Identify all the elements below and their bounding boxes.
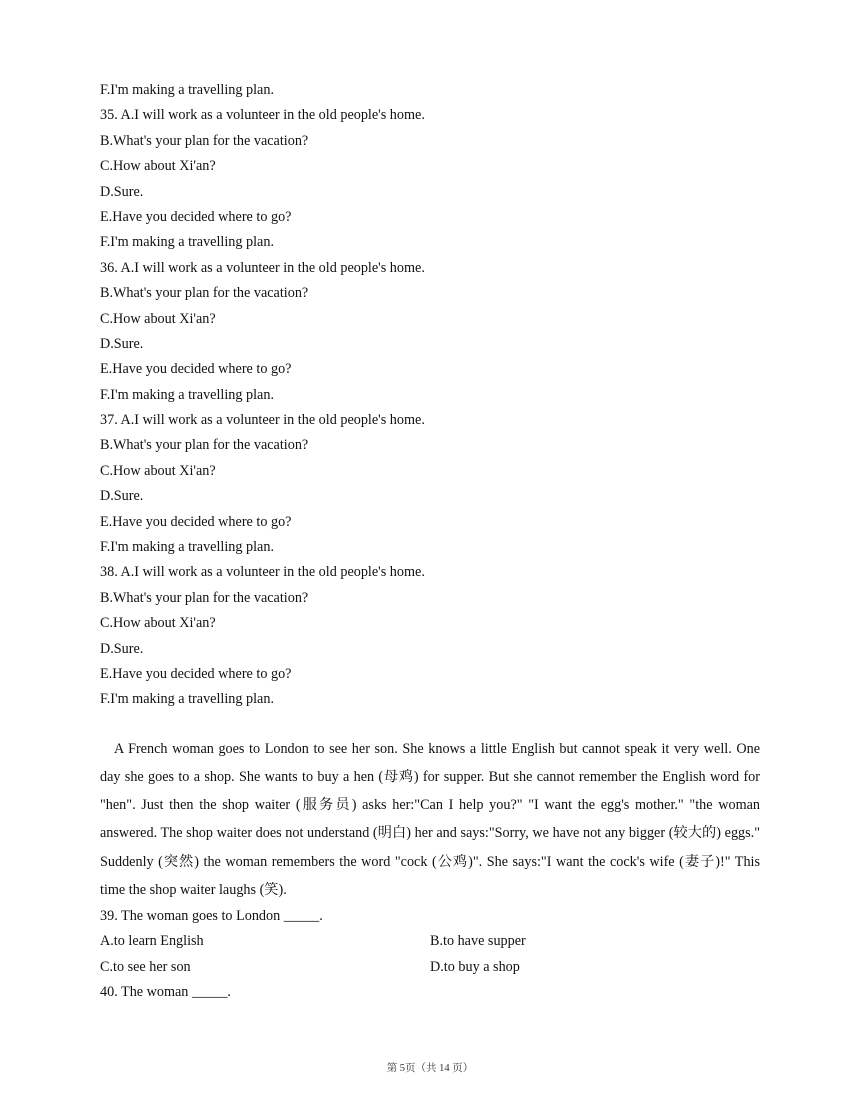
text-line: D.Sure. bbox=[100, 488, 144, 505]
text-line: 38. A.I will work as a volunteer in the old people's home. bbox=[100, 564, 425, 581]
passage-text: A French woman goes to London to see her son. She knows a little English but cannot speak it very well. One day she goes to a shop. She wants to buy a hen (母鸡) for supper. But she cannot remember the English word for "hen". Just then the shop waiter (服务员) asks her:"Can I help you?" "I want the egg's mother." "the woman answered. The shop waiter does not understand (明白) her and says:"Sorry, we have not any bigger (较大的) eggs." Suddenly (突然) the woman remembers the word "cock (公鸡)". She says:"I want the cock's wife (妻子)!" This time the shop waiter laughs (笑). bbox=[100, 740, 760, 898]
question-39-options-row-2 bbox=[100, 955, 760, 980]
text-line: D.Sure. bbox=[100, 640, 144, 657]
question-39-option-a: A.to learn English bbox=[100, 933, 204, 950]
question-40-stem: 40. The woman _____. bbox=[100, 984, 231, 1001]
text-line: D.Sure. bbox=[100, 183, 144, 200]
page-footer: 第 5页（共 14 页） bbox=[386, 1063, 474, 1074]
text-line: 37. A.I will work as a volunteer in the old people's home. bbox=[100, 412, 425, 429]
text-line: B.What's your plan for the vacation? bbox=[100, 437, 309, 454]
text-line: E.Have you decided where to go? bbox=[100, 513, 292, 530]
page-content bbox=[100, 78, 760, 1006]
text-line: F.I'm making a travelling plan. bbox=[100, 691, 274, 708]
text-line: B.What's your plan for the vacation? bbox=[100, 132, 309, 149]
text-line: C.How about Xi'an? bbox=[100, 462, 216, 479]
question-39-option-d: D.to buy a shop bbox=[430, 958, 520, 975]
text-line: F.I'm making a travelling plan. bbox=[100, 386, 274, 403]
question-39-options-row-1 bbox=[100, 929, 760, 954]
text-line: E.Have you decided where to go? bbox=[100, 665, 292, 682]
text-line: C.How about Xi'an? bbox=[100, 158, 216, 175]
question-39-option-b: B.to have supper bbox=[430, 933, 526, 950]
text-line: B.What's your plan for the vacation? bbox=[100, 589, 309, 606]
text-line: B.What's your plan for the vacation? bbox=[100, 285, 309, 302]
reading-passage bbox=[100, 735, 760, 904]
text-line: 36. A.I will work as a volunteer in the old people's home. bbox=[100, 259, 425, 276]
question-39-stem: 39. The woman goes to London _____. bbox=[100, 907, 323, 924]
text-line: E.Have you decided where to go? bbox=[100, 361, 292, 378]
text-line: C.How about Xi'an? bbox=[100, 310, 216, 327]
text-line: 35. A.I will work as a volunteer in the old people's home. bbox=[100, 107, 425, 124]
question-39-option-c: C.to see her son bbox=[100, 958, 191, 975]
text-line: F.I'm making a travelling plan. bbox=[100, 82, 274, 98]
text-line: D.Sure. bbox=[100, 335, 144, 352]
text-line: C.How about Xi'an? bbox=[100, 615, 216, 632]
text-line: E.Have you decided where to go? bbox=[100, 208, 292, 225]
dialogue-options-list bbox=[100, 78, 760, 713]
text-line: F.I'm making a travelling plan. bbox=[100, 234, 274, 251]
text-line: F.I'm making a travelling plan. bbox=[100, 539, 274, 556]
